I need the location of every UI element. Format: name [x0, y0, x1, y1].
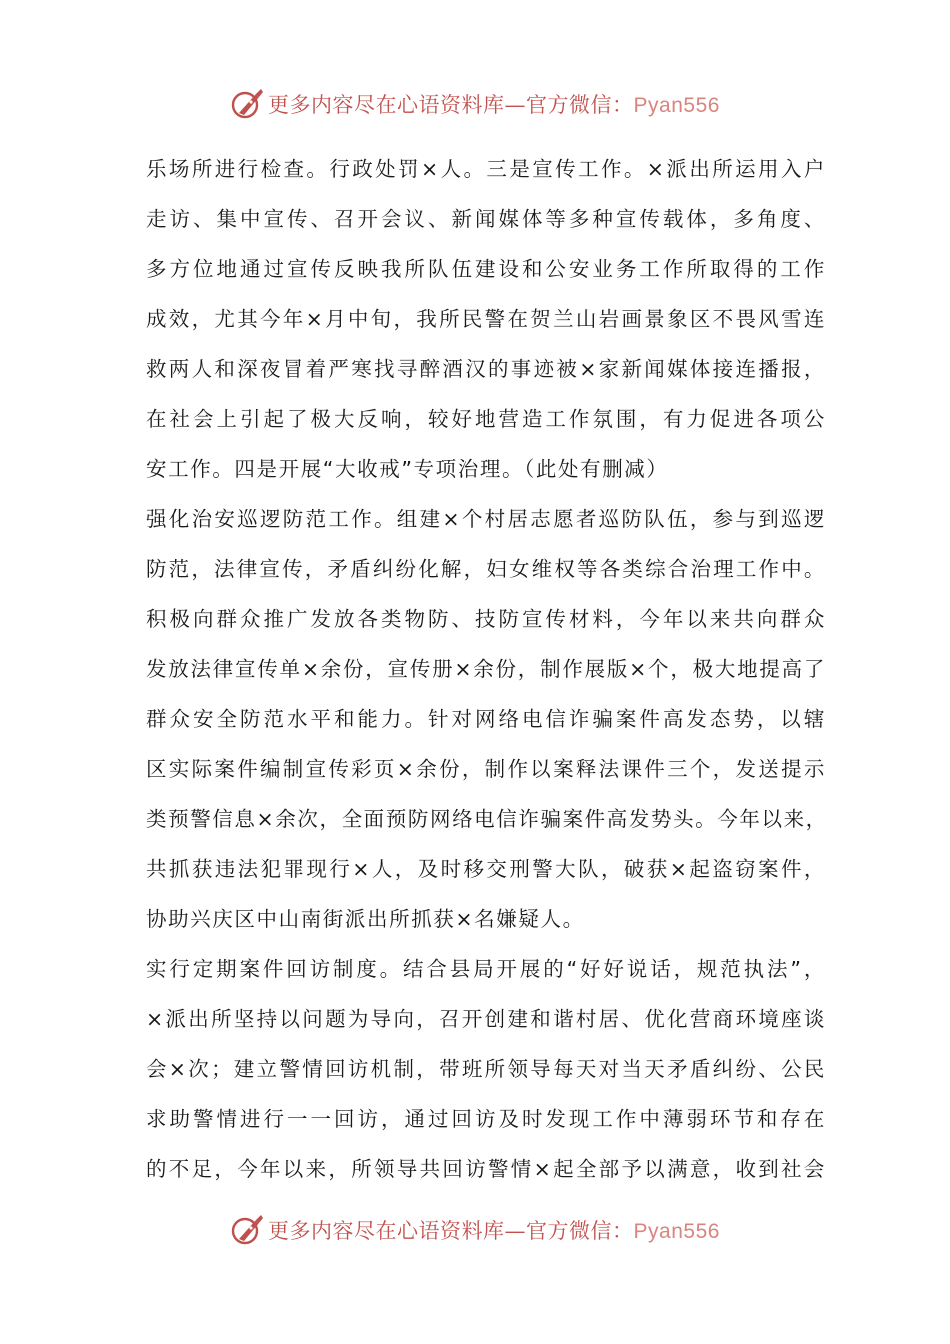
- text-line: 区实际案件编制宣传彩页×余份，制作以案释法课件三个，发送提示: [146, 757, 826, 781]
- pen-nib-circle-icon: [230, 1213, 264, 1247]
- pen-nib-circle-icon: [230, 87, 264, 121]
- wechat-id: Pyan556: [633, 1220, 720, 1243]
- text-line: 防范，法律宣传，矛盾纠纷化解，妇女维权等各类综合治理工作中。: [146, 557, 826, 581]
- text-line: 实行定期案件回访制度。结合县局开展的“好好说话，规范执法”，: [146, 957, 826, 981]
- wechat-id: Pyan556: [633, 94, 720, 117]
- text-line: 类预警信息×余次，全面预防网络电信诈骗案件高发势头。今年以来，: [146, 807, 828, 831]
- footer-watermark-banner: [0, 1210, 950, 1250]
- text-line: 会×次；建立警情回访机制，带班所领导每天对当天矛盾纠纷、公民: [146, 1057, 826, 1081]
- text-line: 在社会上引起了极大反响，较好地营造工作氛围，有力促进各项公: [146, 407, 826, 431]
- banner-text: 更多内容尽在心语资料库—官方微信：Pyan556: [268, 1219, 720, 1243]
- text-line: 的不足，今年以来，所领导共回访警情×起全部予以满意，收到社会: [146, 1157, 826, 1181]
- text-line: 群众安全防范水平和能力。针对网络电信诈骗案件高发态势，以辖: [146, 707, 826, 731]
- text-line: 求助警情进行一一回访，通过回访及时发现工作中薄弱环节和存在: [146, 1107, 826, 1131]
- text-line: 强化治安巡逻防范工作。组建×个村居志愿者巡防队伍，参与到巡逻: [146, 507, 826, 531]
- text-line: 积极向群众推广发放各类物防、技防宣传材料，今年以来共向群众: [146, 607, 826, 631]
- banner-text: 更多内容尽在心语资料库—官方微信：Pyan556: [268, 93, 720, 117]
- text-line: 多方位地通过宣传反映我所队伍建设和公安业务工作所取得的工作: [146, 257, 826, 281]
- text-line: 协助兴庆区中山南街派出所抓获×名嫌疑人。: [146, 907, 585, 931]
- text-line: 成效，尤其今年×月中旬，我所民警在贺兰山岩画景象区不畏风雪连: [146, 307, 826, 331]
- text-line: 乐场所进行检查。行政处罚×人。三是宣传工作。×派出所运用入户: [146, 157, 826, 181]
- header-watermark-banner: [0, 84, 950, 124]
- text-line: 安工作。四是开展“大收戒”专项治理。（此处有删减）: [146, 457, 669, 481]
- text-line: 发放法律宣传单×余份，宣传册×余份，制作展版×个，极大地提高了: [146, 657, 826, 681]
- text-line: 救两人和深夜冒着严寒找寻醉酒汉的事迹被×家新闻媒体接连播报，: [146, 357, 826, 381]
- text-line: 走访、集中宣传、召开会议、新闻媒体等多种宣传载体，多角度、: [146, 207, 826, 231]
- document-body: [146, 144, 826, 1194]
- text-line: 共抓获违法犯罪现行×人，及时移交刑警大队，破获×起盗窃案件，: [146, 857, 826, 881]
- text-line: ×派出所坚持以问题为导向，召开创建和谐村居、优化营商环境座谈: [146, 1007, 826, 1031]
